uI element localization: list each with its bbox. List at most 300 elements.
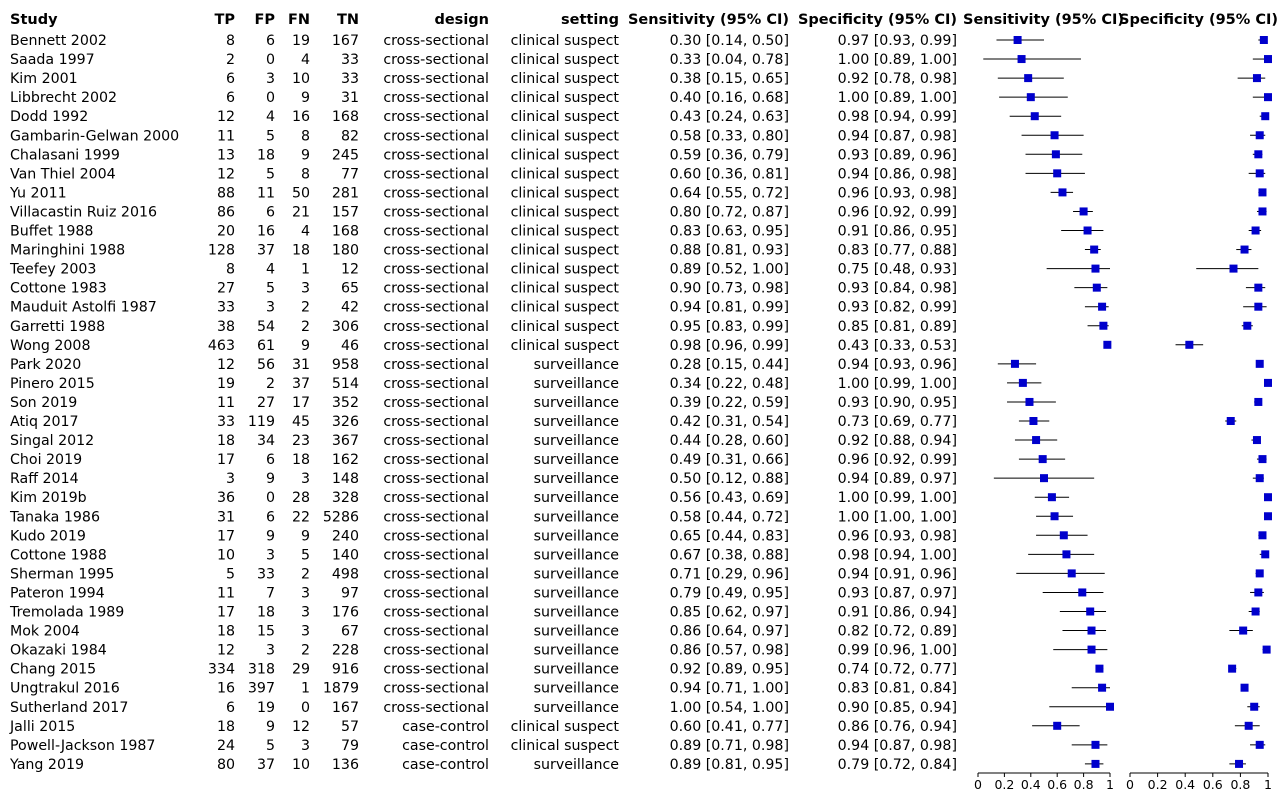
sensitivity-point: [1053, 169, 1061, 177]
tp-value: 8: [225, 261, 235, 278]
specificity-ci-text: 0.79 [0.72, 0.84]: [837, 756, 957, 773]
design-value: cross-sectional: [383, 318, 489, 335]
specificity-point: [1228, 665, 1236, 673]
fn-value: 21: [291, 204, 310, 221]
sensitivity-point: [1098, 684, 1106, 692]
specificity-ci-text: 0.85 [0.81, 0.89]: [837, 318, 957, 335]
tp-value: 11: [216, 585, 235, 602]
sensitivity-ci-text: 0.89 [0.71, 0.98]: [669, 737, 789, 754]
fp-value: 397: [247, 680, 275, 697]
study-row: [10, 547, 1269, 563]
tn-value: 367: [331, 433, 359, 450]
tn-value: 57: [340, 718, 359, 735]
sensitivity-ci-text: 0.88 [0.81, 0.93]: [669, 242, 789, 259]
tn-value: 33: [340, 71, 359, 88]
study-row: [9, 185, 1266, 201]
fn-value: 3: [300, 737, 310, 754]
study-row: [10, 319, 1253, 335]
design-value: cross-sectional: [383, 356, 489, 373]
sensitivity-ci-text: 1.00 [0.54, 1.00]: [669, 699, 789, 716]
fp-value: 318: [247, 661, 275, 678]
specificity-point: [1264, 55, 1272, 63]
tp-value: 6: [225, 699, 235, 716]
sensitivity-point: [1106, 703, 1114, 711]
specificity-point: [1241, 246, 1249, 254]
tn-value: 97: [340, 585, 359, 602]
tick-label: 0: [1126, 777, 1134, 790]
tn-value: 352: [331, 394, 359, 411]
study-name: Van Thiel 2004: [10, 166, 116, 183]
study-row: [10, 452, 1267, 468]
fn-value: 5: [300, 547, 310, 564]
sensitivity-ci-text: 0.59 [0.36, 0.79]: [669, 147, 789, 164]
tn-value: 228: [331, 642, 359, 659]
sensitivity-ci-text: 0.50 [0.12, 0.88]: [669, 471, 789, 488]
tn-value: 157: [331, 204, 359, 221]
study-name: Tremolada 1989: [10, 604, 125, 621]
study-name: Dodd 1992: [10, 109, 89, 126]
specificity-point: [1254, 398, 1262, 406]
fp-value: 34: [256, 433, 275, 450]
fn-value: 18: [291, 452, 310, 469]
tp-value: 12: [216, 109, 235, 126]
setting-value: clinical suspect: [510, 223, 619, 240]
fp-value: 27: [256, 394, 275, 411]
setting-value: clinical suspect: [510, 33, 619, 49]
sensitivity-ci-text: 0.80 [0.72, 0.87]: [669, 204, 789, 221]
specificity-ci-text: 0.82 [0.72, 0.89]: [837, 623, 957, 640]
fp-value: 9: [265, 471, 275, 488]
fp-value: 6: [265, 33, 275, 49]
specificity-point: [1256, 741, 1264, 749]
specificity-point: [1250, 703, 1258, 711]
fn-value: 2: [300, 642, 310, 659]
design-value: case-control: [402, 756, 489, 773]
fp-value: 5: [265, 280, 275, 297]
header-fn: FN: [287, 12, 310, 28]
study-name: Chalasani 1999: [10, 147, 120, 164]
tick-label: 1: [1264, 777, 1272, 790]
fn-value: 3: [300, 280, 310, 297]
design-value: cross-sectional: [383, 185, 489, 202]
design-value: cross-sectional: [383, 604, 489, 621]
specificity-ci-text: 0.91 [0.86, 0.95]: [837, 223, 957, 240]
design-value: cross-sectional: [383, 566, 489, 583]
design-value: cross-sectional: [383, 452, 489, 469]
sensitivity-point: [1058, 188, 1066, 196]
study-name: Sutherland 2017: [10, 699, 129, 716]
fn-value: 28: [291, 490, 310, 507]
setting-value: clinical suspect: [510, 166, 619, 183]
specificity-ci-text: 0.93 [0.82, 0.99]: [837, 299, 957, 316]
fp-value: 18: [256, 604, 275, 621]
study-row: [10, 33, 1268, 49]
setting-value: surveillance: [533, 452, 619, 469]
setting-value: clinical suspect: [510, 737, 619, 754]
fn-value: 1: [300, 261, 310, 278]
specificity-point: [1239, 627, 1247, 635]
study-row: [10, 490, 1272, 506]
fp-value: 4: [265, 261, 275, 278]
tp-value: 18: [216, 718, 235, 735]
tp-value: 24: [216, 737, 235, 754]
tp-value: 38: [216, 318, 235, 335]
header-sensitivity-plot: Sensitivity (95% CI): [963, 12, 1125, 28]
setting-value: clinical suspect: [510, 337, 619, 354]
tn-value: 168: [331, 223, 359, 240]
specificity-point: [1256, 169, 1264, 177]
specificity-point: [1256, 569, 1264, 577]
specificity-ci-text: 0.96 [0.93, 0.98]: [837, 528, 957, 545]
specificity-ci-text: 0.96 [0.92, 0.99]: [837, 204, 957, 221]
setting-value: clinical suspect: [510, 109, 619, 126]
tn-value: 67: [340, 623, 359, 640]
tn-value: 65: [340, 280, 359, 297]
specificity-ci-text: 0.90 [0.85, 0.94]: [837, 699, 957, 716]
specificity-point: [1256, 131, 1264, 139]
tick-label: 0.6: [1047, 777, 1068, 790]
fp-value: 0: [265, 52, 275, 69]
specificity-ci-text: 1.00 [1.00, 1.00]: [837, 509, 957, 526]
setting-value: surveillance: [533, 699, 619, 716]
specificity-point: [1261, 112, 1269, 120]
study-row: [10, 414, 1236, 430]
tp-value: 12: [216, 166, 235, 183]
study-name: Sherman 1995: [10, 566, 115, 583]
specificity-axis: [1126, 773, 1272, 790]
header-specificity-ci: Specificity (95% CI): [797, 12, 957, 28]
tn-value: 77: [340, 166, 359, 183]
fp-value: 54: [256, 318, 275, 335]
sensitivity-point: [1048, 493, 1056, 501]
tn-value: 1879: [322, 680, 359, 697]
fn-value: 9: [300, 528, 310, 545]
fn-value: 45: [291, 414, 310, 430]
tp-value: 11: [216, 394, 235, 411]
tp-value: 128: [207, 242, 235, 259]
fp-value: 15: [256, 623, 275, 640]
tp-value: 18: [216, 623, 235, 640]
tn-value: 916: [331, 661, 359, 678]
fp-value: 3: [265, 71, 275, 88]
sensitivity-ci-text: 0.58 [0.33, 0.80]: [669, 128, 789, 145]
specificity-ci-text: 0.74 [0.72, 0.77]: [837, 661, 957, 678]
tp-value: 33: [216, 299, 235, 316]
design-value: cross-sectional: [383, 204, 489, 221]
fn-value: 4: [300, 223, 310, 240]
study-row: [10, 224, 1261, 240]
tn-value: 33: [340, 52, 359, 69]
fn-value: 9: [300, 337, 310, 354]
setting-value: surveillance: [533, 356, 619, 373]
study-name: Park 2020: [10, 356, 82, 373]
fp-value: 3: [265, 642, 275, 659]
sensitivity-point: [1099, 322, 1107, 330]
study-name: Choi 2019: [10, 452, 83, 469]
header-tn: TN: [336, 12, 359, 28]
study-name: Powell-Jackson 1987: [10, 737, 156, 754]
study-name: Jalli 2015: [10, 718, 76, 735]
sensitivity-point: [1018, 55, 1026, 63]
study-name: Pinero 2015: [10, 375, 95, 392]
specificity-ci-text: 0.99 [0.96, 1.00]: [837, 642, 957, 659]
design-value: cross-sectional: [383, 375, 489, 392]
tn-value: 245: [331, 147, 359, 164]
specificity-point: [1256, 360, 1264, 368]
fn-value: 19: [291, 33, 310, 49]
specificity-point: [1230, 265, 1238, 273]
study-row: [9, 757, 1246, 773]
setting-value: clinical suspect: [510, 280, 619, 297]
sensitivity-ci-text: 0.60 [0.41, 0.77]: [669, 718, 789, 735]
setting-value: surveillance: [533, 375, 619, 392]
specificity-ci-text: 0.83 [0.81, 0.84]: [837, 680, 957, 697]
specificity-point: [1261, 550, 1269, 558]
tick-label: 0.8: [1230, 777, 1251, 790]
fn-value: 3: [300, 623, 310, 640]
setting-value: clinical suspect: [510, 242, 619, 259]
design-value: cross-sectional: [383, 109, 489, 126]
design-value: cross-sectional: [383, 490, 489, 507]
sensitivity-point: [1095, 665, 1103, 673]
study-name: Buffet 1988: [10, 223, 94, 240]
design-value: cross-sectional: [383, 147, 489, 164]
sensitivity-ci-text: 0.71 [0.29, 0.96]: [669, 566, 789, 583]
sensitivity-ci-text: 0.89 [0.52, 1.00]: [669, 261, 789, 278]
fp-value: 5: [265, 166, 275, 183]
study-name: Atiq 2017: [10, 414, 79, 430]
sensitivity-ci-text: 0.42 [0.31, 0.54]: [669, 414, 789, 430]
specificity-point: [1252, 227, 1260, 235]
specificity-ci-text: 1.00 [0.99, 1.00]: [837, 375, 957, 392]
fn-value: 2: [300, 318, 310, 335]
tn-value: 5286: [322, 509, 359, 526]
study-name: Gambarin-Gelwan 2000: [10, 128, 180, 145]
sensitivity-axis: [974, 773, 1114, 790]
tp-value: 88: [216, 185, 235, 202]
study-row: [10, 357, 1264, 373]
tp-value: 12: [216, 642, 235, 659]
tn-value: 167: [331, 33, 359, 49]
specificity-ci-text: 0.92 [0.88, 0.94]: [837, 433, 957, 450]
sensitivity-point: [1060, 531, 1068, 539]
study-name: Mauduit Astolfi 1987: [10, 299, 157, 316]
specificity-ci-text: 0.97 [0.93, 0.99]: [837, 33, 957, 49]
specificity-point: [1254, 303, 1262, 311]
study-row: [10, 300, 1267, 316]
sensitivity-ci-text: 0.34 [0.22, 0.48]: [669, 375, 789, 392]
sensitivity-point: [1024, 74, 1032, 82]
study-name: Cottone 1988: [10, 547, 107, 564]
design-value: cross-sectional: [383, 661, 489, 678]
design-value: cross-sectional: [383, 166, 489, 183]
study-name: Chang 2015: [10, 661, 97, 678]
fn-value: 8: [300, 166, 310, 183]
fn-value: 29: [291, 661, 310, 678]
specificity-ci-text: 0.83 [0.77, 0.88]: [837, 242, 957, 259]
tick-label: 0.2: [994, 777, 1015, 790]
specificity-point: [1258, 531, 1266, 539]
tp-value: 13: [216, 147, 235, 164]
fp-value: 6: [265, 509, 275, 526]
study-name: Kim 2001: [10, 71, 78, 88]
specificity-point: [1254, 284, 1262, 292]
fn-value: 23: [291, 433, 310, 450]
sensitivity-point: [1019, 379, 1027, 387]
tn-value: 306: [331, 318, 359, 335]
setting-value: surveillance: [533, 642, 619, 659]
specificity-point: [1243, 322, 1251, 330]
study-name: Yu 2011: [10, 185, 67, 202]
tp-value: 19: [216, 375, 235, 392]
study-row: [10, 204, 1267, 220]
setting-value: surveillance: [533, 756, 619, 773]
fn-value: 8: [300, 128, 310, 145]
study-row: [9, 509, 1272, 525]
tn-value: 240: [331, 528, 359, 545]
study-row: [10, 243, 1251, 259]
design-value: cross-sectional: [383, 242, 489, 259]
specificity-ci-text: 0.86 [0.76, 0.94]: [837, 718, 957, 735]
tick-label: 0.8: [1073, 777, 1094, 790]
setting-value: surveillance: [533, 585, 619, 602]
specificity-ci-text: 0.93 [0.87, 0.97]: [837, 585, 957, 602]
setting-value: clinical suspect: [510, 52, 619, 69]
specificity-point: [1258, 455, 1266, 463]
tick-label: 0.6: [1202, 777, 1223, 790]
fn-value: 18: [291, 242, 310, 259]
fn-value: 3: [300, 604, 310, 621]
fn-value: 10: [291, 756, 310, 773]
sensitivity-point: [1051, 512, 1059, 520]
specificity-point: [1241, 684, 1249, 692]
setting-value: clinical suspect: [510, 204, 619, 221]
fp-value: 56: [256, 356, 275, 373]
fn-value: 1: [300, 680, 310, 697]
tn-value: 281: [331, 185, 359, 202]
sensitivity-point: [1103, 341, 1111, 349]
fn-value: 31: [291, 356, 310, 373]
design-value: cross-sectional: [383, 699, 489, 716]
sensitivity-point: [1068, 569, 1076, 577]
sensitivity-ci-text: 0.98 [0.96, 0.99]: [669, 337, 789, 354]
study-row: [10, 585, 1264, 601]
fp-value: 61: [256, 337, 275, 354]
design-value: cross-sectional: [383, 33, 489, 49]
specificity-ci-text: 0.91 [0.86, 0.94]: [837, 604, 957, 621]
tp-value: 463: [207, 337, 235, 354]
design-value: cross-sectional: [383, 223, 489, 240]
setting-value: surveillance: [533, 414, 619, 430]
specificity-point: [1254, 150, 1262, 158]
header-fp: FP: [254, 12, 275, 28]
specificity-ci-text: 0.94 [0.87, 0.98]: [837, 737, 957, 754]
study-name: Wong 2008: [10, 337, 91, 354]
tp-value: 17: [216, 604, 235, 621]
study-name: Yang 2019: [10, 756, 85, 773]
study-row: [10, 471, 1264, 487]
study-row: [10, 109, 1269, 125]
study-row: [10, 433, 1261, 449]
header-row: [10, 12, 1278, 28]
tp-value: 36: [216, 490, 235, 507]
specificity-ci-text: 0.92 [0.78, 0.98]: [837, 71, 957, 88]
tn-value: 176: [331, 604, 359, 621]
specificity-point: [1253, 436, 1261, 444]
header-sensitivity-ci: Sensitivity (95% CI): [627, 12, 789, 28]
sensitivity-point: [1084, 227, 1092, 235]
tp-value: 80: [216, 756, 235, 773]
design-value: cross-sectional: [383, 52, 489, 69]
tp-value: 31: [216, 509, 235, 526]
fp-value: 6: [265, 204, 275, 221]
tick-label: 0: [974, 777, 982, 790]
setting-value: surveillance: [533, 604, 619, 621]
specificity-ci-text: 0.96 [0.93, 0.98]: [837, 185, 957, 202]
study-row: [10, 566, 1264, 582]
sensitivity-ci-text: 0.30 [0.14, 0.50]: [669, 33, 789, 49]
specificity-ci-text: 0.75 [0.48, 0.93]: [837, 261, 957, 278]
fp-value: 9: [265, 718, 275, 735]
specificity-ci-text: 0.93 [0.90, 0.95]: [837, 394, 957, 411]
study-name: Bennett 2002: [10, 33, 107, 49]
design-value: cross-sectional: [383, 509, 489, 526]
study-name: Kim 2019b: [10, 490, 87, 507]
fp-value: 6: [265, 452, 275, 469]
design-value: cross-sectional: [383, 280, 489, 297]
sensitivity-point: [1088, 627, 1096, 635]
tp-value: 33: [216, 414, 235, 430]
tn-value: 168: [331, 109, 359, 126]
fp-value: 5: [265, 128, 275, 145]
specificity-ci-text: 0.43 [0.33, 0.53]: [837, 337, 957, 354]
fn-value: 50: [291, 185, 310, 202]
tn-value: 31: [340, 90, 359, 107]
tn-value: 326: [331, 414, 359, 430]
design-value: case-control: [402, 737, 489, 754]
tp-value: 10: [216, 547, 235, 564]
sensitivity-ci-text: 0.44 [0.28, 0.60]: [669, 433, 789, 450]
setting-value: surveillance: [533, 547, 619, 564]
sensitivity-point: [1053, 722, 1061, 730]
sensitivity-ci-text: 0.49 [0.31, 0.66]: [669, 452, 789, 469]
design-value: cross-sectional: [383, 528, 489, 545]
fp-value: 3: [265, 299, 275, 316]
sensitivity-point: [1062, 550, 1070, 558]
study-row: [10, 281, 1265, 297]
design-value: cross-sectional: [383, 471, 489, 488]
design-value: cross-sectional: [383, 642, 489, 659]
tn-value: 498: [331, 566, 359, 583]
study-name: Saada 1997: [10, 52, 95, 69]
study-row: [10, 738, 1265, 754]
header-design: design: [434, 12, 489, 28]
specificity-ci-text: 0.98 [0.94, 1.00]: [837, 547, 957, 564]
sensitivity-point: [1039, 455, 1047, 463]
tp-value: 6: [225, 90, 235, 107]
setting-value: clinical suspect: [510, 299, 619, 316]
sensitivity-point: [1040, 474, 1048, 482]
setting-value: clinical suspect: [510, 185, 619, 202]
setting-value: clinical suspect: [510, 90, 619, 107]
study-name: Son 2019: [10, 394, 78, 411]
fp-value: 3: [265, 547, 275, 564]
sensitivity-point: [1088, 646, 1096, 654]
tn-value: 12: [340, 261, 359, 278]
study-row: [10, 166, 1265, 182]
sensitivity-ci-text: 0.43 [0.24, 0.63]: [669, 109, 789, 126]
fp-value: 11: [256, 185, 275, 202]
